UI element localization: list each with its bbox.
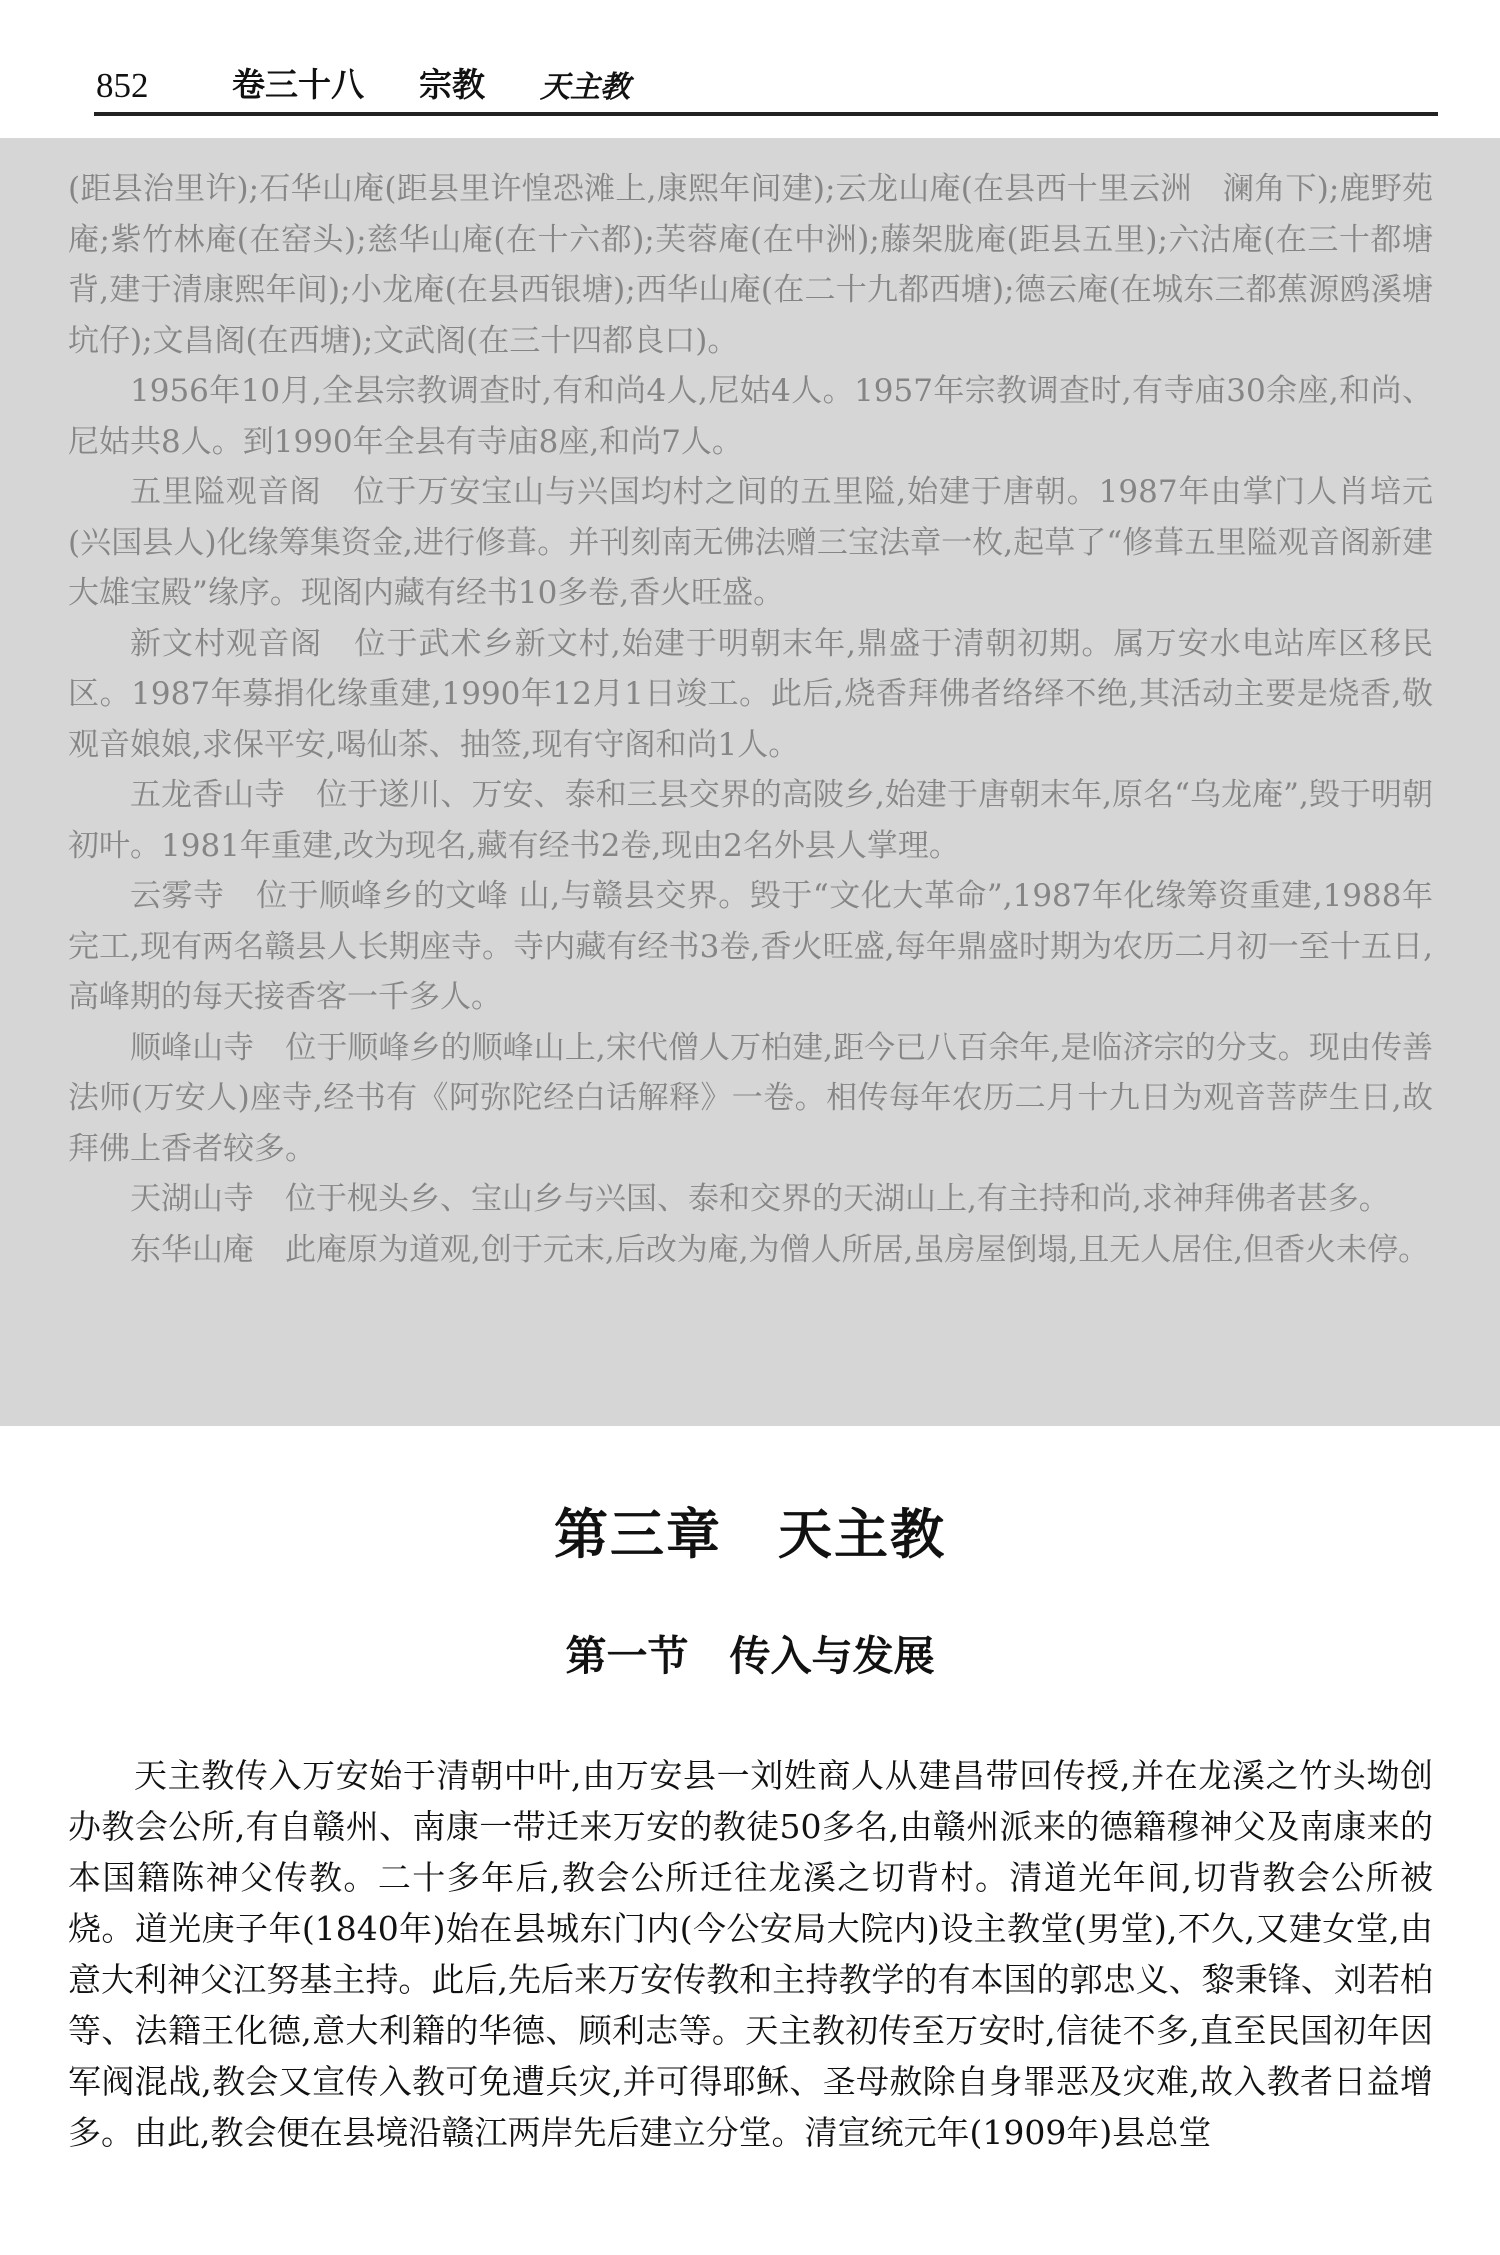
paragraph: 1956年10月,全县宗教调查时,有和尚4人,尼姑4人。1957年宗教调查时,有寺庙30余座,和尚、尼姑共8人。到1990年全县有寺庙8座,和尚7人。 (68, 373, 1434, 460)
previous-section-block (0, 138, 1500, 1426)
paragraph: 顺峰山寺 位于顺峰乡的顺峰山上,宋代僧人万柏建,距今已八百余年,是临济宗的分支。现由传善法师(万安人)座寺,经书有《阿弥陀经白话解释》一卷。相传每年农历二月十九日为观音菩萨生日,故拜佛上香者较多。 (68, 1029, 1433, 1167)
paragraph: 五里隘观音阁 位于万安宝山与兴国均村之间的五里隘,始建于唐朝。1987年由掌门人肖培元(兴国县人)化缘筹集资金,进行修葺。并刊刻南无佛法赠三宝法章一枚,起草了“修葺五里隘观音阁新建大雄宝殿”缘序。现阁内藏有经书10多卷,香火旺盛。 (68, 474, 1433, 611)
previous-section-text (68, 164, 1433, 1275)
paragraph: (距县治里许);石华山庵(距县里许惶恐滩上,康熙年间建);云龙山庵(在县西十里云洲 澜角下);鹿野苑庵;紫竹林庵(在窑头);慈华山庵(在十六都);芙蓉庵(在中洲);藤架胧庵(距县五里);六沽庵(在三十都塘背,建于清康熙年间);小龙庵(在县西银塘);西华山庵(在二十九都西塘);德云庵(在城东三都蕉源鸥溪塘坑仔);文昌阁(在西塘);文武阁(在三十四都良口)。 (68, 171, 1433, 359)
chapter-title: 第三章 天主教 (554, 1503, 946, 1566)
section-label: 宗教 (419, 65, 485, 104)
paragraph: 云雾寺 位于顺峰乡的文峰 山,与赣县交界。毁于“文化大革命”,1987年化缘筹资重建,1988年完工,现有两名赣县人长期座寺。寺内藏有经书3卷,香火旺盛,每年鼎盛时期为农历二月初一至十五日,高峰期的每天接香客一千多人。 (68, 878, 1433, 1015)
paragraph: 天湖山寺 位于枧头乡、宝山乡与兴国、泰和交界的天湖山上,有主持和尚,求神拜佛者甚多。 (130, 1181, 1390, 1217)
paragraph: 新文村观音阁 位于武术乡新文村,始建于明朝末年,鼎盛于清朝初期。属万安水电站库区移民区。1987年募捐化缘重建,1990年12月1日竣工。此后,烧香拜佛者络绎不绝,其活动主要是烧香,敬观音娘娘,求保平安,喝仙茶、抽签,现有守阁和尚1人。 (68, 625, 1433, 763)
paragraph: 天主教传入万安始于清朝中叶,由万安县一刘姓商人从建昌带回传授,并在龙溪之竹头坳创办教会公所,有自赣州、南康一带迁来万安的教徒50多名,由赣州派来的德籍穆神父及南康来的本国籍陈神父传教。二十多年后,教会公所迁往龙溪之切背村。清道光年间,切背教会公所被烧。道光庚子年(1840年)始在县城东门内(今公安局大院内)设主教堂(男堂),不久,又建女堂,由意大利神父江努基主持。此后,先后来万安传教和主持教学的有本国的郭忠义、黎秉锋、刘若柏等、法籍王化德,意大利籍的华德、顾利志等。天主教初传至万安时,信徒不多,直至民国初年因军阀混战,教会又宣传入教可免遭兵灾,并可得耶稣、圣母赦除自身罪恶及灾难,故入教者日益增多。由此,教会便在县境沿赣江两岸先后建立分堂。清宣统元年(1909年)县总堂 (68, 1756, 1433, 2152)
paragraph: 东华山庵 此庵原为道观,创于元末,后改为庵,为僧人所居,虽房屋倒塌,且无人居住,但香火未停。 (130, 1231, 1430, 1268)
body-text (68, 1750, 1433, 2158)
running-header (94, 66, 1438, 116)
page-number: 852 (96, 66, 149, 105)
volume-label: 卷三十八 (232, 65, 364, 104)
section-title: 第一节 传入与发展 (565, 1632, 935, 1680)
paragraph: 五龙香山寺 位于遂川、万安、泰和三县交界的高陂乡,始建于唐朝末年,原名“乌龙庵”,毁于明朝初叶。1981年重建,改为现名,藏有经书2卷,现由2名外县人掌理。 (68, 777, 1433, 864)
topic-label: 天主教 (540, 70, 630, 105)
